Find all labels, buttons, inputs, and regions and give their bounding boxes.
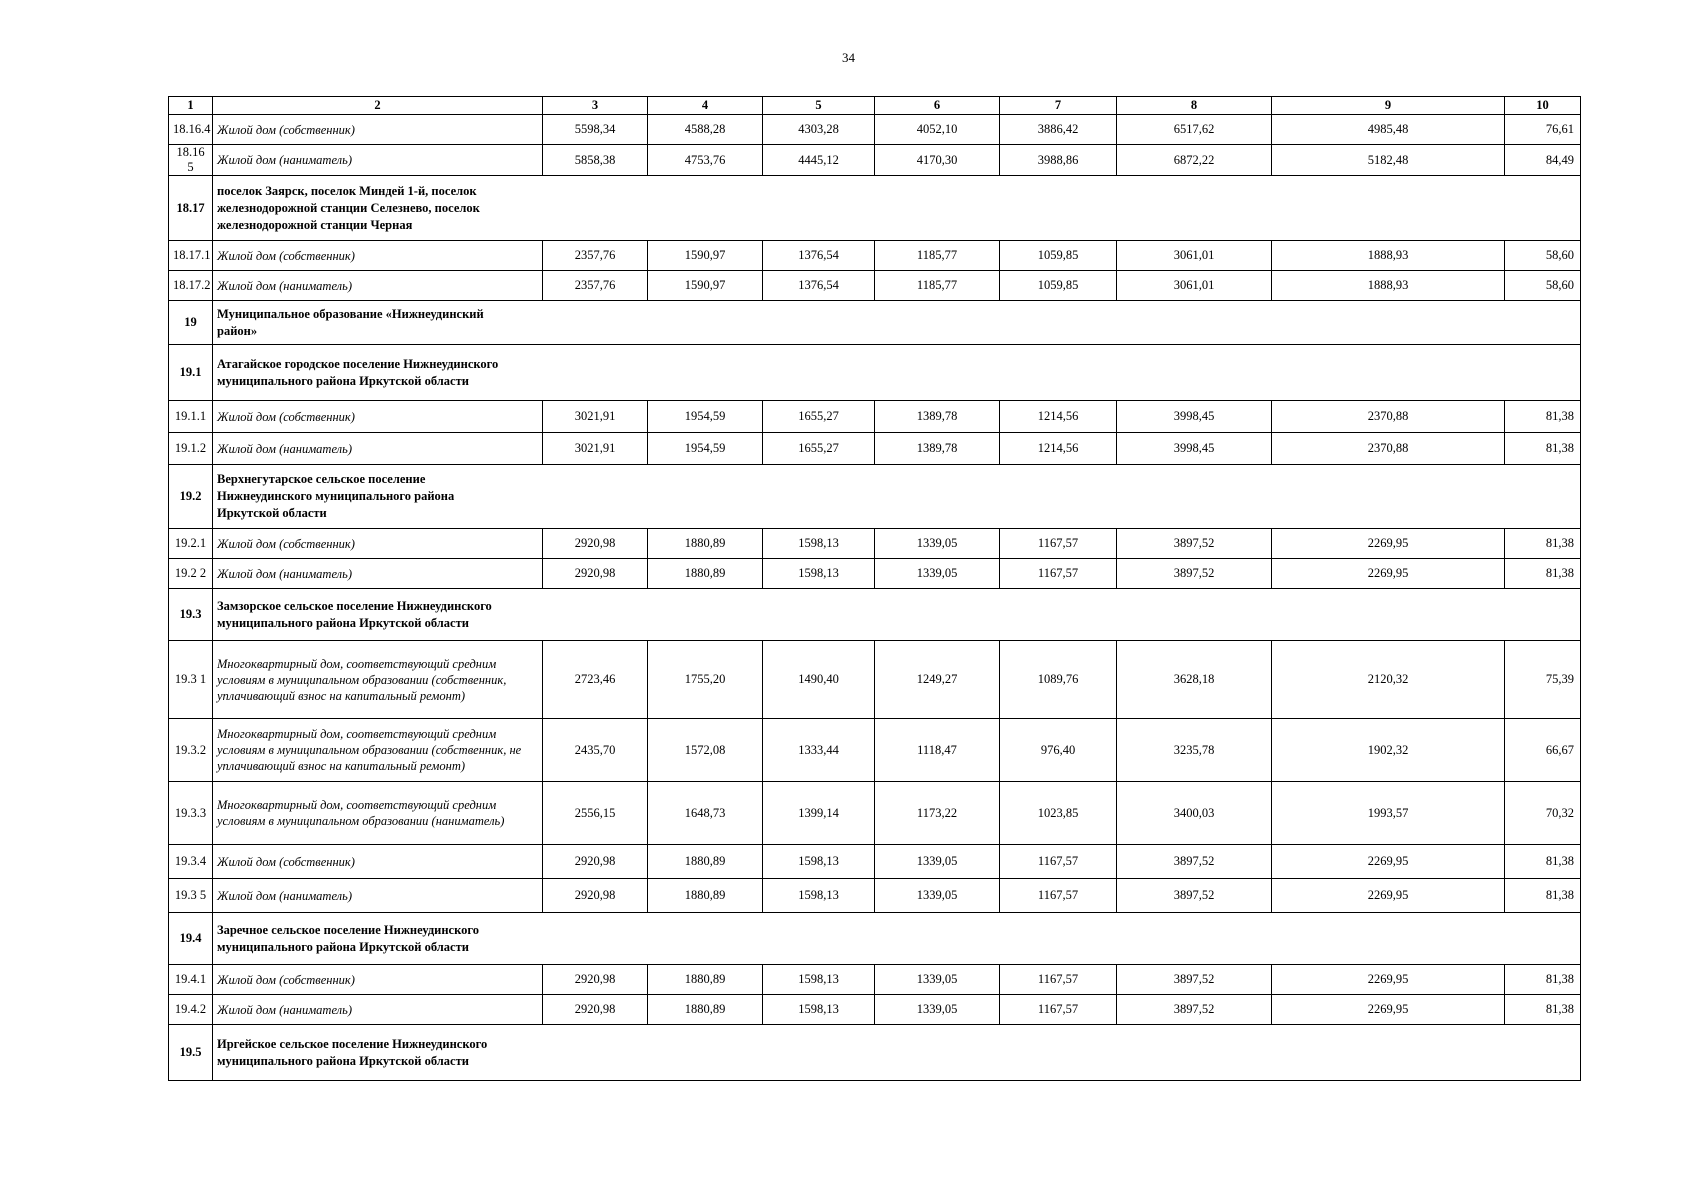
value-cell: 3897,52 bbox=[1117, 965, 1272, 995]
row-name: Жилой дом (наниматель) bbox=[213, 145, 543, 176]
value-cell: 1118,47 bbox=[875, 719, 1000, 782]
value-cell: 3628,18 bbox=[1117, 641, 1272, 719]
column-header: 1 bbox=[169, 97, 213, 115]
row-code: 19.4 bbox=[169, 913, 213, 965]
value-cell: 4985,48 bbox=[1272, 115, 1505, 145]
value-cell: 3021,91 bbox=[543, 401, 648, 433]
row-code: 19.1.2 bbox=[169, 433, 213, 465]
value-cell: 2120,32 bbox=[1272, 641, 1505, 719]
column-header: 3 bbox=[543, 97, 648, 115]
value-cell: 1339,05 bbox=[875, 965, 1000, 995]
value-cell: 3021,91 bbox=[543, 433, 648, 465]
section-title: Замзорское сельское поселение Нижнеудинского муниципального района Иркутской области bbox=[213, 589, 1581, 641]
column-header: 6 bbox=[875, 97, 1000, 115]
row-code: 19.2 2 bbox=[169, 559, 213, 589]
value-cell: 1167,57 bbox=[1000, 879, 1117, 913]
section-row bbox=[169, 301, 1581, 345]
value-cell: 1598,13 bbox=[763, 965, 875, 995]
section-row bbox=[169, 589, 1581, 641]
table-row bbox=[169, 559, 1581, 589]
value-cell: 81,38 bbox=[1505, 433, 1581, 465]
row-name: Жилой дом (собственник) bbox=[213, 115, 543, 145]
value-cell: 1880,89 bbox=[648, 879, 763, 913]
value-cell: 1339,05 bbox=[875, 845, 1000, 879]
table-row bbox=[169, 145, 1581, 176]
value-cell: 1598,13 bbox=[763, 845, 875, 879]
column-header: 9 bbox=[1272, 97, 1505, 115]
value-cell: 6517,62 bbox=[1117, 115, 1272, 145]
row-code: 18.17 bbox=[169, 176, 213, 241]
row-name: Многоквартирный дом, соответствующий средним условиям в муниципальном образовании (наниматель) bbox=[213, 782, 543, 845]
table-row bbox=[169, 115, 1581, 145]
row-name: Жилой дом (наниматель) bbox=[213, 995, 543, 1025]
value-cell: 81,38 bbox=[1505, 879, 1581, 913]
value-cell: 3897,52 bbox=[1117, 845, 1272, 879]
tariff-table bbox=[168, 96, 1581, 1081]
section-row bbox=[169, 465, 1581, 529]
row-code: 19.3 1 bbox=[169, 641, 213, 719]
table-row bbox=[169, 845, 1581, 879]
row-code: 19.3.4 bbox=[169, 845, 213, 879]
value-cell: 70,32 bbox=[1505, 782, 1581, 845]
value-cell: 4753,76 bbox=[648, 145, 763, 176]
column-header: 2 bbox=[213, 97, 543, 115]
value-cell: 1339,05 bbox=[875, 995, 1000, 1025]
value-cell: 1214,56 bbox=[1000, 401, 1117, 433]
row-name: Жилой дом (собственник) bbox=[213, 529, 543, 559]
value-cell: 2269,95 bbox=[1272, 965, 1505, 995]
value-cell: 1167,57 bbox=[1000, 995, 1117, 1025]
table-body bbox=[169, 115, 1581, 1081]
value-cell: 1655,27 bbox=[763, 433, 875, 465]
value-cell: 1059,85 bbox=[1000, 271, 1117, 301]
value-cell: 3061,01 bbox=[1117, 271, 1272, 301]
value-cell: 2269,95 bbox=[1272, 529, 1505, 559]
value-cell: 1089,76 bbox=[1000, 641, 1117, 719]
value-cell: 1339,05 bbox=[875, 529, 1000, 559]
value-cell: 75,39 bbox=[1505, 641, 1581, 719]
row-name: Жилой дом (наниматель) bbox=[213, 271, 543, 301]
row-code: 19.3.3 bbox=[169, 782, 213, 845]
row-name: Многоквартирный дом, соответствующий средним условиям в муниципальном образовании (собственник, уплачивающий взнос на капитальный ремонт) bbox=[213, 641, 543, 719]
row-code: 19.2 bbox=[169, 465, 213, 529]
value-cell: 76,61 bbox=[1505, 115, 1581, 145]
section-row bbox=[169, 345, 1581, 401]
table-row bbox=[169, 965, 1581, 995]
value-cell: 1954,59 bbox=[648, 433, 763, 465]
table-row bbox=[169, 271, 1581, 301]
value-cell: 1339,05 bbox=[875, 559, 1000, 589]
value-cell: 3998,45 bbox=[1117, 401, 1272, 433]
value-cell: 4052,10 bbox=[875, 115, 1000, 145]
value-cell: 1590,97 bbox=[648, 271, 763, 301]
value-cell: 1655,27 bbox=[763, 401, 875, 433]
value-cell: 4303,28 bbox=[763, 115, 875, 145]
row-name: Жилой дом (собственник) bbox=[213, 965, 543, 995]
value-cell: 1167,57 bbox=[1000, 559, 1117, 589]
value-cell: 2269,95 bbox=[1272, 879, 1505, 913]
row-code: 19.1 bbox=[169, 345, 213, 401]
value-cell: 58,60 bbox=[1505, 241, 1581, 271]
value-cell: 1376,54 bbox=[763, 271, 875, 301]
value-cell: 3235,78 bbox=[1117, 719, 1272, 782]
value-cell: 1167,57 bbox=[1000, 965, 1117, 995]
value-cell: 976,40 bbox=[1000, 719, 1117, 782]
column-header: 7 bbox=[1000, 97, 1117, 115]
value-cell: 2357,76 bbox=[543, 241, 648, 271]
value-cell: 5858,38 bbox=[543, 145, 648, 176]
value-cell: 1490,40 bbox=[763, 641, 875, 719]
value-cell: 81,38 bbox=[1505, 529, 1581, 559]
value-cell: 1993,57 bbox=[1272, 782, 1505, 845]
value-cell: 1167,57 bbox=[1000, 845, 1117, 879]
row-code: 19.3 5 bbox=[169, 879, 213, 913]
value-cell: 2357,76 bbox=[543, 271, 648, 301]
value-cell: 1880,89 bbox=[648, 845, 763, 879]
value-cell: 1648,73 bbox=[648, 782, 763, 845]
value-cell: 81,38 bbox=[1505, 995, 1581, 1025]
value-cell: 1880,89 bbox=[648, 995, 763, 1025]
value-cell: 2920,98 bbox=[543, 879, 648, 913]
section-row bbox=[169, 913, 1581, 965]
table-row bbox=[169, 433, 1581, 465]
value-cell: 1339,05 bbox=[875, 879, 1000, 913]
row-code: 19.5 bbox=[169, 1025, 213, 1081]
value-cell: 4445,12 bbox=[763, 145, 875, 176]
value-cell: 4588,28 bbox=[648, 115, 763, 145]
row-code: 18.17.1 bbox=[169, 241, 213, 271]
value-cell: 1888,93 bbox=[1272, 241, 1505, 271]
value-cell: 1185,77 bbox=[875, 241, 1000, 271]
value-cell: 3897,52 bbox=[1117, 559, 1272, 589]
value-cell: 3897,52 bbox=[1117, 995, 1272, 1025]
value-cell: 2920,98 bbox=[543, 529, 648, 559]
value-cell: 1598,13 bbox=[763, 879, 875, 913]
row-code: 19.4.1 bbox=[169, 965, 213, 995]
value-cell: 1598,13 bbox=[763, 995, 875, 1025]
value-cell: 1023,85 bbox=[1000, 782, 1117, 845]
value-cell: 2435,70 bbox=[543, 719, 648, 782]
value-cell: 81,38 bbox=[1505, 845, 1581, 879]
row-name: Жилой дом (собственник) bbox=[213, 241, 543, 271]
value-cell: 4170,30 bbox=[875, 145, 1000, 176]
section-title: Атагайское городское поселение Нижнеудинского муниципального района Иркутской области bbox=[213, 345, 1581, 401]
table-row bbox=[169, 879, 1581, 913]
value-cell: 3897,52 bbox=[1117, 879, 1272, 913]
table-row bbox=[169, 241, 1581, 271]
value-cell: 1598,13 bbox=[763, 529, 875, 559]
value-cell: 3998,45 bbox=[1117, 433, 1272, 465]
value-cell: 1214,56 bbox=[1000, 433, 1117, 465]
row-code: 19.2.1 bbox=[169, 529, 213, 559]
row-code: 18.16.4 bbox=[169, 115, 213, 145]
value-cell: 3988,86 bbox=[1000, 145, 1117, 176]
value-cell: 81,38 bbox=[1505, 559, 1581, 589]
value-cell: 2920,98 bbox=[543, 965, 648, 995]
row-code: 19.3.2 bbox=[169, 719, 213, 782]
value-cell: 2920,98 bbox=[543, 995, 648, 1025]
value-cell: 2269,95 bbox=[1272, 559, 1505, 589]
value-cell: 1389,78 bbox=[875, 433, 1000, 465]
value-cell: 3897,52 bbox=[1117, 529, 1272, 559]
table-row bbox=[169, 401, 1581, 433]
value-cell: 1572,08 bbox=[648, 719, 763, 782]
section-title: Заречное сельское поселение Нижнеудинского муниципального района Иркутской области bbox=[213, 913, 1581, 965]
value-cell: 2370,88 bbox=[1272, 433, 1505, 465]
value-cell: 1249,27 bbox=[875, 641, 1000, 719]
row-name: Жилой дом (наниматель) bbox=[213, 559, 543, 589]
table-row bbox=[169, 529, 1581, 559]
value-cell: 84,49 bbox=[1505, 145, 1581, 176]
value-cell: 1880,89 bbox=[648, 965, 763, 995]
row-code: 19 bbox=[169, 301, 213, 345]
table-row bbox=[169, 641, 1581, 719]
value-cell: 1059,85 bbox=[1000, 241, 1117, 271]
value-cell: 1880,89 bbox=[648, 559, 763, 589]
section-title: Верхнегутарское сельское поселение Нижнеудинского муниципального района Иркутской области bbox=[213, 465, 1581, 529]
section-title: поселок Заярск, поселок Миндей 1-й, поселок железнодорожной станции Селезнево, поселок железнодорожной станции Черная bbox=[213, 176, 1581, 241]
value-cell: 2920,98 bbox=[543, 559, 648, 589]
value-cell: 5598,34 bbox=[543, 115, 648, 145]
value-cell: 1755,20 bbox=[648, 641, 763, 719]
row-code: 19.4.2 bbox=[169, 995, 213, 1025]
row-name: Жилой дом (собственник) bbox=[213, 401, 543, 433]
page-number: 34 bbox=[842, 50, 855, 65]
value-cell: 2920,98 bbox=[543, 845, 648, 879]
row-name: Жилой дом (наниматель) bbox=[213, 879, 543, 913]
value-cell: 2269,95 bbox=[1272, 845, 1505, 879]
value-cell: 1185,77 bbox=[875, 271, 1000, 301]
value-cell: 1888,93 bbox=[1272, 271, 1505, 301]
value-cell: 3061,01 bbox=[1117, 241, 1272, 271]
row-code: 19.3 bbox=[169, 589, 213, 641]
value-cell: 1333,44 bbox=[763, 719, 875, 782]
value-cell: 2269,95 bbox=[1272, 995, 1505, 1025]
column-header: 4 bbox=[648, 97, 763, 115]
value-cell: 2723,46 bbox=[543, 641, 648, 719]
value-cell: 6872,22 bbox=[1117, 145, 1272, 176]
value-cell: 2370,88 bbox=[1272, 401, 1505, 433]
table-row bbox=[169, 719, 1581, 782]
row-name: Многоквартирный дом, соответствующий средним условиям в муниципальном образовании (собственник, не уплачивающий взнос на капитальный ремонт) bbox=[213, 719, 543, 782]
value-cell: 1389,78 bbox=[875, 401, 1000, 433]
section-title: Иргейское сельское поселение Нижнеудинского муниципального района Иркутской области bbox=[213, 1025, 1581, 1081]
value-cell: 81,38 bbox=[1505, 965, 1581, 995]
column-header: 5 bbox=[763, 97, 875, 115]
value-cell: 66,67 bbox=[1505, 719, 1581, 782]
row-name: Жилой дом (наниматель) bbox=[213, 433, 543, 465]
value-cell: 3400,03 bbox=[1117, 782, 1272, 845]
header-row bbox=[169, 97, 1581, 115]
section-row bbox=[169, 176, 1581, 241]
row-name: Жилой дом (собственник) bbox=[213, 845, 543, 879]
table-row bbox=[169, 995, 1581, 1025]
value-cell: 1376,54 bbox=[763, 241, 875, 271]
value-cell: 81,38 bbox=[1505, 401, 1581, 433]
value-cell: 5182,48 bbox=[1272, 145, 1505, 176]
value-cell: 1954,59 bbox=[648, 401, 763, 433]
value-cell: 2556,15 bbox=[543, 782, 648, 845]
value-cell: 1399,14 bbox=[763, 782, 875, 845]
row-code: 18.17.2 bbox=[169, 271, 213, 301]
value-cell: 1880,89 bbox=[648, 529, 763, 559]
section-row bbox=[169, 1025, 1581, 1081]
value-cell: 1902,32 bbox=[1272, 719, 1505, 782]
value-cell: 3886,42 bbox=[1000, 115, 1117, 145]
value-cell: 58,60 bbox=[1505, 271, 1581, 301]
column-header: 10 bbox=[1505, 97, 1581, 115]
row-code: 19.1.1 bbox=[169, 401, 213, 433]
value-cell: 1173,22 bbox=[875, 782, 1000, 845]
row-code: 18.16 5 bbox=[169, 145, 213, 176]
value-cell: 1598,13 bbox=[763, 559, 875, 589]
column-header: 8 bbox=[1117, 97, 1272, 115]
value-cell: 1167,57 bbox=[1000, 529, 1117, 559]
value-cell: 1590,97 bbox=[648, 241, 763, 271]
table-row bbox=[169, 782, 1581, 845]
section-title: Муниципальное образование «Нижнеудинский район» bbox=[213, 301, 1581, 345]
